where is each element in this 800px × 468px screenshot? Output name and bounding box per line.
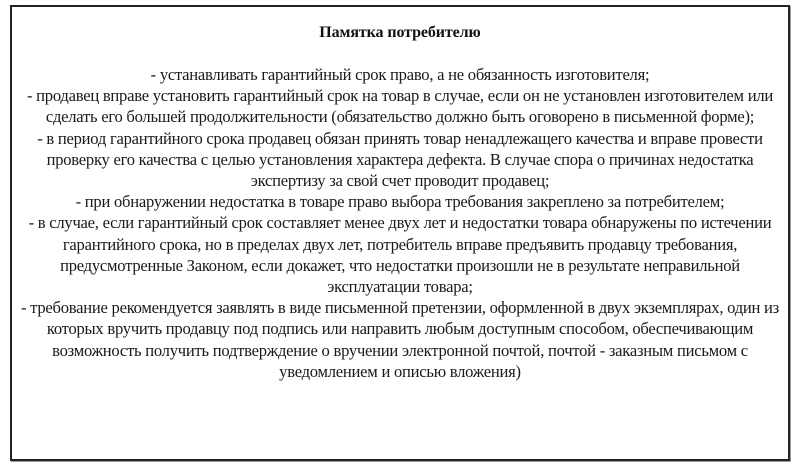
memo-item-warranty-right: - устанавливать гарантийный срок право, а не обязанность изготовителя;	[150, 65, 650, 84]
memo-item-seller-obligation: - в период гарантийного срока продавец обязан принять товар ненадлежащего качества и вправе провести проверку его качества с целью установления характера дефекта. В случае спора о причинах недостатка экспертизу за свой счет проводит продавец;	[37, 128, 763, 191]
memo-item-two-year-rule: - в случае, если гарантийный срок составляет менее двух лет и недостатки товара обнаружены по истечении гарантийного срока, но в пределах двух лет, потребитель вправе предъявить продавцу требования, предусмотренные Законом, если докажет, что недостатки произошли не в результате неправильной эксплуатации товара;	[28, 213, 772, 297]
memo-item-seller-warranty: - продавец вправе установить гарантийный срок на товар в случае, если он не установлен изготовителем или сделать его большей продолжительности (обязательство должно быть оговорено в письменной форме);	[26, 86, 773, 127]
memo-item-written-claim: - требование рекомендуется заявлять в виде письменной претензии, оформленной в двух экземплярах, один из которых вручить продавцу под подпись или направить любым доступным способом, обеспечивающим возможность получить подтверждение о вручении электронной почтой, почтой - заказным письмом с уведомлением и описью вложения)	[21, 298, 779, 381]
memo-item-choice-of-claim: - при обнаружении недостатка в товаре право выбора требования закреплено за потребителем;	[75, 192, 725, 212]
memo-title: Памятка потребителю	[319, 24, 481, 41]
memo-body	[18, 64, 782, 382]
memo-frame	[10, 5, 790, 461]
